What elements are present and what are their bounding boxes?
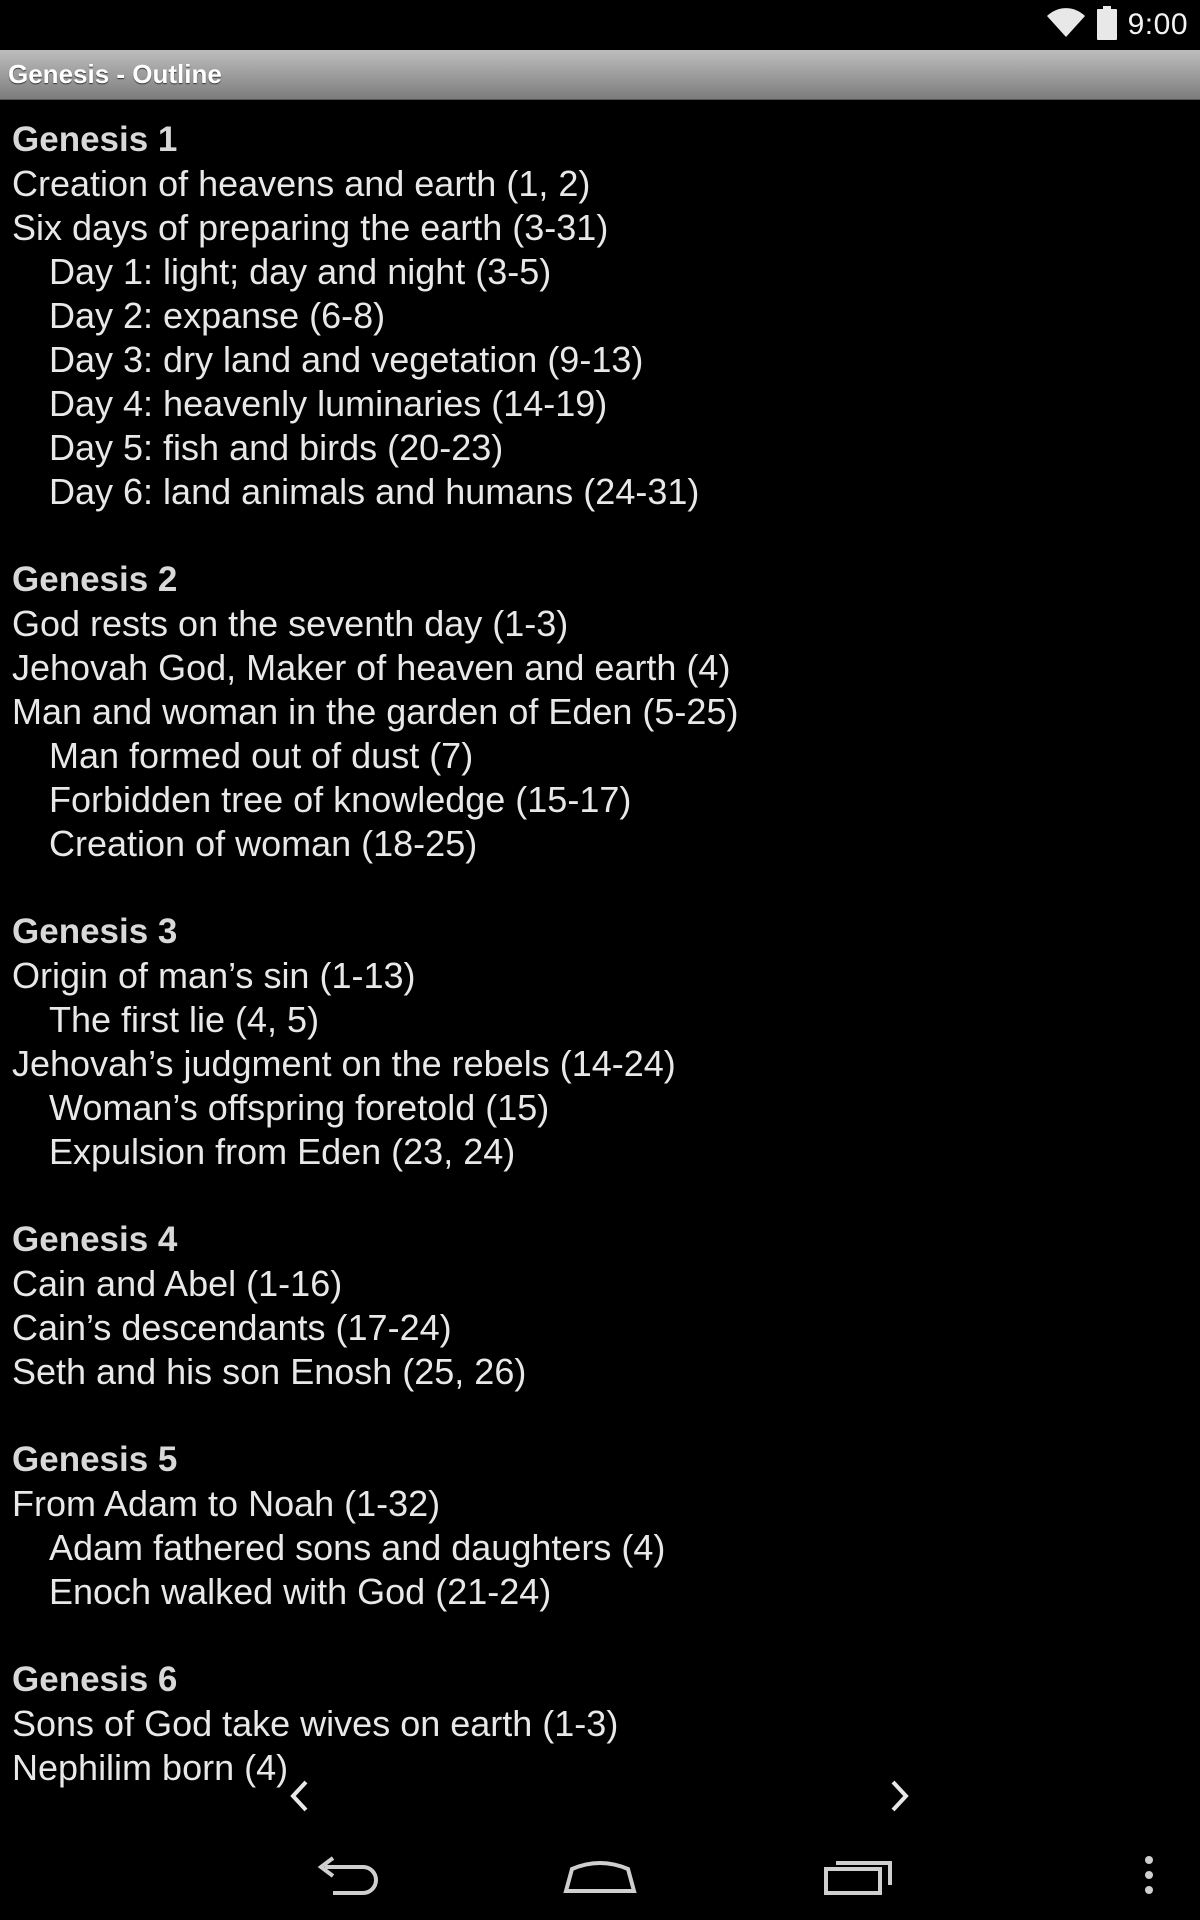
- outline-subitem[interactable]: Forbidden tree of knowledge (15-17): [49, 779, 632, 820]
- outline-item[interactable]: God rests on the seventh day (1-3): [12, 603, 569, 644]
- chapter-heading[interactable]: Genesis 2: [12, 560, 178, 599]
- back-button[interactable]: [306, 1850, 386, 1900]
- outline-item[interactable]: Origin of man’s sin (1-13): [12, 955, 416, 996]
- next-button[interactable]: [878, 1774, 922, 1818]
- page-title: Genesis - Outline: [8, 59, 222, 89]
- outline-item[interactable]: Cain’s descendants (17-24): [12, 1307, 452, 1348]
- outline-subitem[interactable]: Day 3: dry land and vegetation (9-13): [49, 339, 644, 380]
- outline-section: [12, 910, 1192, 1174]
- outline-item[interactable]: Cain and Abel (1-16): [12, 1263, 343, 1304]
- status-bar: [0, 0, 1200, 50]
- chapter-heading[interactable]: Genesis 5: [12, 1440, 178, 1479]
- outline-item[interactable]: Jehovah God, Maker of heaven and earth (4): [12, 647, 731, 688]
- outline-subitem[interactable]: Day 4: heavenly luminaries (14-19): [49, 383, 608, 424]
- outline-subitem[interactable]: Day 2: expanse (6-8): [49, 295, 386, 336]
- overflow-menu-button[interactable]: [1134, 1850, 1164, 1900]
- outline-subitem[interactable]: Creation of woman (18-25): [49, 823, 478, 864]
- battery-icon: [1096, 6, 1118, 45]
- home-button[interactable]: [560, 1850, 640, 1900]
- chapter-heading[interactable]: Genesis 4: [12, 1220, 178, 1259]
- status-time: 9:00: [1127, 8, 1188, 41]
- home-icon: [562, 1855, 638, 1895]
- chapter-heading[interactable]: Genesis 3: [12, 912, 178, 951]
- overflow-menu-icon: [1143, 1855, 1155, 1895]
- outline-subitem[interactable]: The first lie (4, 5): [49, 999, 320, 1040]
- outline-item[interactable]: Seth and his son Enosh (25, 26): [12, 1351, 527, 1392]
- outline-item[interactable]: Man and woman in the garden of Eden (5-25): [12, 691, 739, 732]
- outline-item[interactable]: Creation of heavens and earth (1, 2): [12, 163, 591, 204]
- outline-subitem[interactable]: Day 5: fish and birds (20-23): [49, 427, 504, 468]
- outline-item[interactable]: Nephilim born (4): [12, 1747, 289, 1788]
- outline-subitem[interactable]: Man formed out of dust (7): [49, 735, 474, 776]
- outline-item[interactable]: Six days of preparing the earth (3-31): [12, 207, 609, 248]
- outline-item[interactable]: From Adam to Noah (1-32): [12, 1483, 441, 1524]
- outline-item[interactable]: Sons of God take wives on earth (1-3): [12, 1703, 619, 1744]
- outline-section: [12, 1218, 1192, 1394]
- outline-subitem[interactable]: Day 6: land animals and humans (24-31): [49, 471, 700, 512]
- recents-icon: [822, 1855, 894, 1895]
- system-navigation-bar: [0, 1830, 1200, 1920]
- chapter-heading[interactable]: Genesis 6: [12, 1660, 178, 1699]
- outline-section: [12, 1438, 1192, 1614]
- outline-subitem[interactable]: Enoch walked with God (21-24): [49, 1571, 552, 1612]
- title-bar: [0, 50, 1200, 100]
- outline-subitem[interactable]: Expulsion from Eden (23, 24): [49, 1131, 516, 1172]
- back-icon: [311, 1855, 381, 1895]
- outline-item[interactable]: Jehovah’s judgment on the rebels (14-24): [12, 1043, 676, 1084]
- status-icons: [1046, 6, 1188, 44]
- chevron-left-icon: [287, 1778, 311, 1814]
- recents-button[interactable]: [818, 1850, 898, 1900]
- chapter-heading[interactable]: Genesis 1: [12, 120, 178, 159]
- outline-section: [12, 558, 1192, 866]
- outline-subitem[interactable]: Woman’s offspring foretold (15): [49, 1087, 550, 1128]
- outline-section: [12, 118, 1192, 514]
- chapter-navigation: [0, 1760, 1200, 1830]
- outline-list: [12, 118, 1192, 1834]
- outline-subitem[interactable]: Day 1: light; day and night (3-5): [49, 251, 552, 292]
- outline-subitem[interactable]: Adam fathered sons and daughters (4): [49, 1527, 666, 1568]
- wifi-icon: [1046, 7, 1086, 44]
- outline-scroll-area[interactable]: [0, 100, 1200, 1788]
- chevron-right-icon: [888, 1778, 912, 1814]
- previous-button[interactable]: [277, 1774, 321, 1818]
